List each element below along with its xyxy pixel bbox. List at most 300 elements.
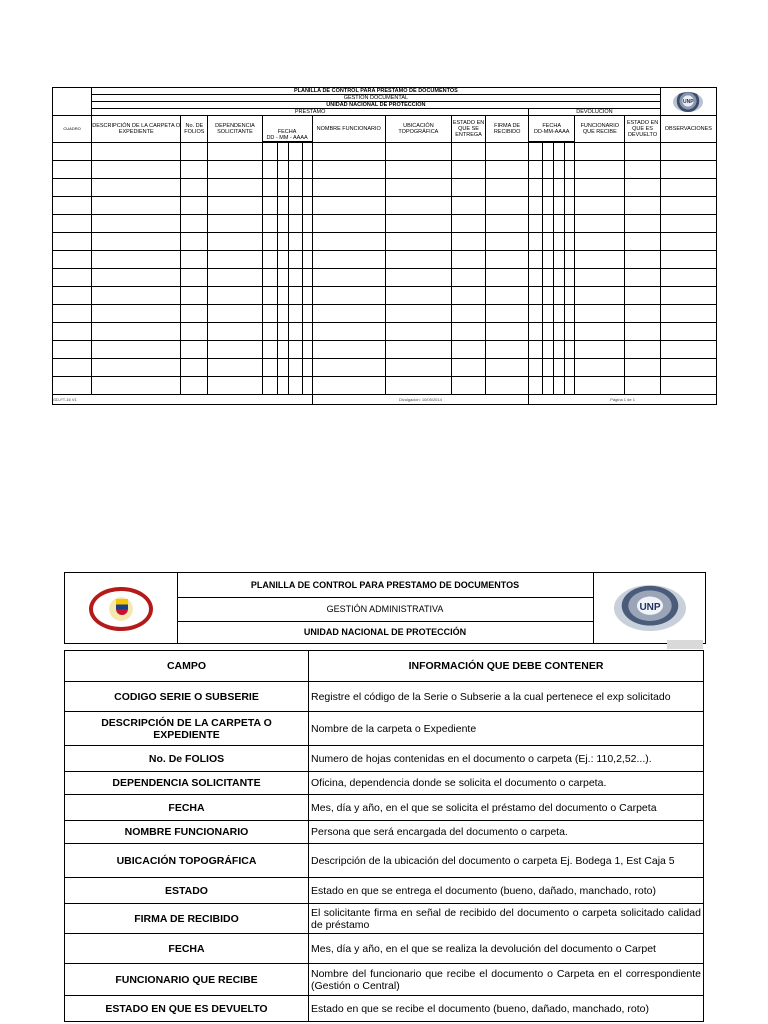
form-blank-cell[interactable] [262,269,277,287]
form-blank-cell[interactable] [575,197,625,215]
form-blank-cell[interactable] [92,377,181,395]
form-blank-cell[interactable] [208,377,262,395]
form-blank-cell[interactable] [312,323,385,341]
form-blank-cell[interactable] [529,161,543,179]
form-blank-cell[interactable] [486,215,529,233]
form-blank-cell[interactable] [277,287,288,305]
form-blank-cell[interactable] [53,251,92,269]
form-blank-cell[interactable] [565,179,575,197]
instruction-row [65,821,704,844]
form-blank-cell[interactable] [486,179,529,197]
form-blank-cell[interactable] [302,287,312,305]
instruction-campo: CODIGO SERIE O SUBSERIE [65,682,309,712]
form-blank-cell[interactable] [385,251,451,269]
form-blank-cell[interactable] [208,197,262,215]
form-blank-cell[interactable] [181,305,208,323]
form-blank-cell[interactable] [277,197,288,215]
col-fecha-format: DD - MM - AAAA [266,135,308,141]
form-blank-cell[interactable] [565,251,575,269]
form-blank-row [53,215,717,233]
form-blank-cell[interactable] [451,305,485,323]
form-blank-cell[interactable] [262,233,277,251]
form-blank-cell[interactable] [660,215,716,233]
form-blank-cell[interactable] [53,359,92,377]
form-blank-cell[interactable] [53,197,92,215]
form-blank-cell[interactable] [277,179,288,197]
form-blank-cell[interactable] [92,197,181,215]
form-blank-cell[interactable] [208,143,262,161]
form-blank-cell[interactable] [660,341,716,359]
form-blank-cell[interactable] [302,305,312,323]
form-blank-cell[interactable] [575,323,625,341]
form-blank-cell[interactable] [312,359,385,377]
form-blank-cell[interactable] [208,251,262,269]
form-blank-cell[interactable] [302,377,312,395]
form-blank-cell[interactable] [277,143,288,161]
form-blank-cell[interactable] [53,179,92,197]
form-blank-cell[interactable] [302,269,312,287]
form-blank-cell[interactable] [288,323,302,341]
form-blank-cell[interactable] [385,197,451,215]
form-blank-cell[interactable] [575,377,625,395]
form-blank-cell[interactable] [181,287,208,305]
form-blank-cell[interactable] [625,359,660,377]
form-table [52,87,717,405]
form-blank-cell[interactable] [288,305,302,323]
form-blank-cell[interactable] [543,287,554,305]
form-blank-cell[interactable] [554,233,565,251]
form-blank-cell[interactable] [554,323,565,341]
form-blank-cell[interactable] [262,251,277,269]
form-blank-cell[interactable] [575,233,625,251]
form-blank-cell[interactable] [288,215,302,233]
form-blank-cell[interactable] [262,305,277,323]
form-blank-cell[interactable] [385,161,451,179]
form-blank-cell[interactable] [92,233,181,251]
form-blank-cell[interactable] [277,233,288,251]
form-blank-cell[interactable] [565,359,575,377]
form-blank-cell[interactable] [385,359,451,377]
form-blank-cell[interactable] [451,179,485,197]
form-blank-cell[interactable] [208,179,262,197]
form-blank-cell[interactable] [543,197,554,215]
col-estado-dev: ESTADO EN QUE ES DEVUELTO [625,116,660,143]
form-blank-row [53,269,717,287]
form-blank-cell[interactable] [302,161,312,179]
form-blank-cell[interactable] [554,377,565,395]
form-blank-cell[interactable] [451,215,485,233]
form-blank-cell[interactable] [486,161,529,179]
instruction-campo: UBICACIÓN TOPOGRÁFICA [65,844,309,878]
form-blank-cell[interactable] [451,377,485,395]
instruction-row [65,844,704,878]
form-blank-cell[interactable] [92,287,181,305]
form-blank-cell[interactable] [543,233,554,251]
form-blank-cell[interactable] [660,197,716,215]
form-blank-cell[interactable] [565,269,575,287]
form-blank-cell[interactable] [302,179,312,197]
form-blank-cell[interactable] [302,233,312,251]
form-blank-cell[interactable] [385,287,451,305]
form-blank-cell[interactable] [565,161,575,179]
form-blank-cell[interactable] [660,359,716,377]
form-blank-cell[interactable] [529,341,543,359]
form-blank-cell[interactable] [575,179,625,197]
form-blank-cell[interactable] [181,323,208,341]
form-blank-cell[interactable] [53,269,92,287]
form-blank-cell[interactable] [451,323,485,341]
form-blank-cell[interactable] [575,305,625,323]
form-blank-cell[interactable] [660,179,716,197]
form-blank-cell[interactable] [208,269,262,287]
instructions-table [64,650,704,1022]
form-blank-cell[interactable] [625,341,660,359]
form-blank-cell[interactable] [486,287,529,305]
form-blank-cell[interactable] [543,161,554,179]
form-blank-cell[interactable] [208,287,262,305]
form-blank-cell[interactable] [529,359,543,377]
instruction-row [65,904,704,934]
form-blank-cell[interactable] [92,305,181,323]
form-blank-cell[interactable] [660,287,716,305]
instruction-campo: No. De FOLIOS [65,746,309,772]
form-blank-cell[interactable] [451,197,485,215]
form-blank-cell[interactable] [277,377,288,395]
form-blank-cell[interactable] [486,359,529,377]
col-firma: FIRMA DE RECIBIDO [486,116,529,143]
form-blank-cell[interactable] [660,305,716,323]
form-blank-cell[interactable] [302,251,312,269]
form-blank-cell[interactable] [554,215,565,233]
form-blank-cell[interactable] [625,179,660,197]
form-blank-cell[interactable] [92,143,181,161]
form-blank-cell[interactable] [554,197,565,215]
form-blank-cell[interactable] [554,269,565,287]
form-blank-cell[interactable] [277,305,288,323]
form-blank-cell[interactable] [288,197,302,215]
form-blank-cell[interactable] [208,233,262,251]
form-blank-cell[interactable] [575,269,625,287]
form-blank-cell[interactable] [53,161,92,179]
form-blank-cell[interactable] [660,233,716,251]
form-blank-cell[interactable] [451,161,485,179]
form-blank-cell[interactable] [181,359,208,377]
form-blank-cell[interactable] [575,251,625,269]
form-blank-cell[interactable] [92,269,181,287]
form-blank-cell[interactable] [543,359,554,377]
instruction-campo: NOMBRE FUNCIONARIO [65,821,309,844]
form-blank-cell[interactable] [565,305,575,323]
form-blank-cell[interactable] [262,341,277,359]
form-blank-cell[interactable] [385,323,451,341]
form-blank-cell[interactable] [288,143,302,161]
form-blank-cell[interactable] [625,377,660,395]
form-blank-cell[interactable] [53,377,92,395]
form-blank-cell[interactable] [181,215,208,233]
form-blank-cell[interactable] [625,323,660,341]
instruction-info: Estado en que se recibe el documento (bueno, dañado, manchado, roto) [309,996,704,1022]
form-blank-cell[interactable] [451,233,485,251]
form-blank-cell[interactable] [575,143,625,161]
form-blank-cell[interactable] [529,305,543,323]
form-blank-cell[interactable] [312,161,385,179]
form-blank-cell[interactable] [660,377,716,395]
form-blank-cell[interactable] [92,251,181,269]
form-blank-cell[interactable] [554,161,565,179]
form-blank-cell[interactable] [575,161,625,179]
col-folios: No. DE FOLIOS [181,116,208,143]
form-blank-cell[interactable] [312,215,385,233]
form-blank-cell[interactable] [486,377,529,395]
form-blank-cell[interactable] [302,323,312,341]
form-blank-cell[interactable] [92,359,181,377]
form-blank-cell[interactable] [302,215,312,233]
form-blank-row [53,197,717,215]
form-blank-cell[interactable] [529,179,543,197]
form-blank-cell[interactable] [565,341,575,359]
form-blank-cell[interactable] [660,143,716,161]
form-blank-cell[interactable] [625,305,660,323]
instructions-title: PLANILLA DE CONTROL PARA PRESTAMO DE DOCUMENTOS [177,573,593,598]
form-blank-cell[interactable] [277,323,288,341]
form-blank-cell[interactable] [262,179,277,197]
form-blank-cell[interactable] [288,161,302,179]
form-blank-cell[interactable] [529,269,543,287]
form-blank-cell[interactable] [486,305,529,323]
form-blank-cell[interactable] [529,233,543,251]
form-blank-cell[interactable] [554,287,565,305]
form-blank-cell[interactable] [486,341,529,359]
form-blank-cell[interactable] [53,323,92,341]
form-blank-cell[interactable] [92,179,181,197]
form-blank-cell[interactable] [302,341,312,359]
form-blank-cell[interactable] [543,143,554,161]
form-blank-cell[interactable] [92,323,181,341]
form-blank-cell[interactable] [451,269,485,287]
form-blank-cell[interactable] [288,179,302,197]
form-blank-cell[interactable] [660,323,716,341]
form-blank-cell[interactable] [312,269,385,287]
form-blank-cell[interactable] [288,359,302,377]
instruction-row [65,996,704,1022]
form-blank-cell[interactable] [575,341,625,359]
form-blank-cell[interactable] [451,341,485,359]
form-blank-cell[interactable] [288,377,302,395]
form-blank-cell[interactable] [529,323,543,341]
form-blank-cell[interactable] [625,197,660,215]
form-blank-cell[interactable] [554,179,565,197]
form-blank-cell[interactable] [385,233,451,251]
form-blank-cell[interactable] [486,251,529,269]
instructions-unit: UNIDAD NACIONAL DE PROTECCIÓN [303,627,467,637]
form-blank-cell[interactable] [625,251,660,269]
form-blank-cell[interactable] [277,215,288,233]
form-blank-cell[interactable] [385,215,451,233]
form-blank-cell[interactable] [660,161,716,179]
form-blank-cell[interactable] [288,287,302,305]
form-blank-cell[interactable] [181,341,208,359]
colombia-coat-of-arms-icon [89,587,153,631]
form-footer-date: Divulgación: 10/05/2014 [312,395,529,405]
form-blank-cell[interactable] [288,341,302,359]
form-title: PLANILLA DE CONTROL PARA PRESTAMO DE DOCUMENTOS [92,88,661,95]
form-blank-cell[interactable] [288,251,302,269]
form-blank-cell[interactable] [385,143,451,161]
form-blank-cell[interactable] [181,197,208,215]
form-blank-cell[interactable] [53,305,92,323]
form-blank-cell[interactable] [312,287,385,305]
form-blank-cell[interactable] [312,233,385,251]
form-blank-cell[interactable] [565,143,575,161]
form-blank-cell[interactable] [53,287,92,305]
form-blank-cell[interactable] [208,161,262,179]
form-blank-cell[interactable] [543,341,554,359]
form-blank-cell[interactable] [451,143,485,161]
form-blank-cell[interactable] [543,377,554,395]
form-blank-cell[interactable] [529,251,543,269]
form-blank-cell[interactable] [208,215,262,233]
form-blank-cell[interactable] [277,161,288,179]
form-blank-cell[interactable] [565,215,575,233]
form-blank-cell[interactable] [181,161,208,179]
form-blank-cell[interactable] [53,215,92,233]
form-blank-cell[interactable] [543,305,554,323]
form-blank-cell[interactable] [625,287,660,305]
form-blank-cell[interactable] [262,323,277,341]
form-blank-cell[interactable] [181,179,208,197]
form-blank-cell[interactable] [262,197,277,215]
form-blank-cell[interactable] [312,341,385,359]
instruction-info: Mes, día y año, en el que se solicita el préstamo del documento o Carpeta [309,795,704,821]
form-blank-cell[interactable] [543,251,554,269]
form-blank-cell[interactable] [625,269,660,287]
form-blank-cell[interactable] [208,323,262,341]
form-blank-cell[interactable] [385,341,451,359]
col-fecha-dev [529,116,575,142]
form-blank-cell[interactable] [262,215,277,233]
form-blank-cell[interactable] [312,179,385,197]
form-blank-cell[interactable] [529,143,543,161]
form-blank-cell[interactable] [625,161,660,179]
form-blank-cell[interactable] [385,305,451,323]
form-blank-cell[interactable] [565,233,575,251]
form-blank-cell[interactable] [92,215,181,233]
form-blank-cell[interactable] [451,287,485,305]
form-blank-cell[interactable] [554,143,565,161]
form-blank-cell[interactable] [181,269,208,287]
form-blank-cell[interactable] [262,161,277,179]
form-blank-cell[interactable] [554,305,565,323]
form-blank-cell[interactable] [277,269,288,287]
form-blank-cell[interactable] [302,197,312,215]
form-blank-cell[interactable] [543,215,554,233]
form-blank-cell[interactable] [277,359,288,377]
form-blank-cell[interactable] [181,377,208,395]
form-blank-cell[interactable] [262,143,277,161]
form-blank-cell[interactable] [277,341,288,359]
form-blank-cell[interactable] [529,377,543,395]
form-blank-cell[interactable] [554,251,565,269]
form-blank-cell[interactable] [302,143,312,161]
form-blank-cell[interactable] [312,377,385,395]
form-blank-cell[interactable] [565,377,575,395]
form-blank-cell[interactable] [565,197,575,215]
form-blank-cell[interactable] [312,143,385,161]
instruction-row [65,712,704,746]
form-blank-cell[interactable] [543,323,554,341]
form-blank-cell[interactable] [288,269,302,287]
col-cuadro: CUADRO [53,116,92,143]
form-footer-page: Página 1 de 1 [529,395,717,405]
form-blank-cell[interactable] [277,251,288,269]
form-blank-cell[interactable] [262,359,277,377]
form-blank-cell[interactable] [312,197,385,215]
form-blank-cell[interactable] [181,233,208,251]
form-blank-cell[interactable] [53,143,92,161]
form-blank-row [53,287,717,305]
form-blank-cell[interactable] [451,359,485,377]
form-blank-cell[interactable] [486,143,529,161]
form-blank-cell[interactable] [92,161,181,179]
form-blank-cell[interactable] [208,341,262,359]
form-blank-cell[interactable] [486,233,529,251]
form-blank-cell[interactable] [486,323,529,341]
form-blank-cell[interactable] [625,233,660,251]
instruction-campo: DESCRIPCIÓN DE LA CARPETA O EXPEDIENTE [65,712,309,746]
form-blank-cell[interactable] [486,197,529,215]
form-blank-cell[interactable] [575,359,625,377]
form-blank-cell[interactable] [575,287,625,305]
form-blank-cell[interactable] [385,179,451,197]
form-blank-cell[interactable] [660,251,716,269]
form-blank-cell[interactable] [529,197,543,215]
instruction-info: Nombre de la carpeta o Expediente [309,712,704,746]
form-blank-cell[interactable] [312,305,385,323]
form-blank-cell[interactable] [92,341,181,359]
instruction-row [65,964,704,996]
form-blank-cell[interactable] [565,323,575,341]
form-blank-cell[interactable] [565,287,575,305]
form-blank-cell[interactable] [385,377,451,395]
form-blank-cell[interactable] [554,341,565,359]
form-blank-cell[interactable] [385,269,451,287]
col-ubicacion: UBICACIÓN TOPOGRÁFICA [385,116,451,143]
form-blank-cell[interactable] [53,341,92,359]
form-blank-cell[interactable] [554,359,565,377]
form-blank-cell[interactable] [181,143,208,161]
form-blank-cell[interactable] [451,251,485,269]
form-blank-cell[interactable] [208,305,262,323]
form-blank-cell[interactable] [181,251,208,269]
form-blank-cell[interactable] [625,143,660,161]
instruction-row [65,795,704,821]
form-blank-cell[interactable] [302,359,312,377]
form-blank-cell[interactable] [625,215,660,233]
form-blank-cell[interactable] [529,215,543,233]
form-blank-cell[interactable] [53,233,92,251]
form-blank-cell[interactable] [262,377,277,395]
form-blank-cell[interactable] [660,269,716,287]
form-blank-cell[interactable] [312,251,385,269]
form-blank-cell[interactable] [543,179,554,197]
form-blank-cell[interactable] [288,233,302,251]
form-blank-cell[interactable] [543,269,554,287]
form-blank-cell[interactable] [486,269,529,287]
form-blank-cell[interactable] [529,287,543,305]
form-blank-cell[interactable] [262,287,277,305]
form-blank-cell[interactable] [575,215,625,233]
form-blank-cell[interactable] [208,359,262,377]
